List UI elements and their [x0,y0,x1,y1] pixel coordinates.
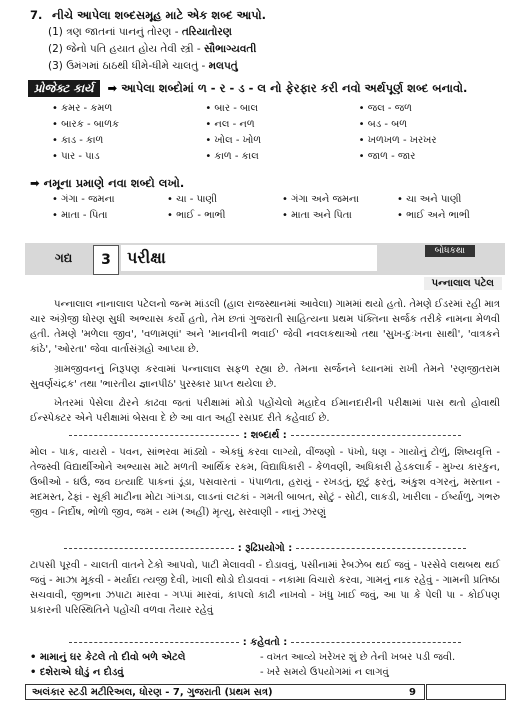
paragraph: પન્નાલાલ નાનાલાલ પટેલનો જન્મ માંડલી (હાલ રાજસ્થાનમાં આવેલા) ગામમાં થયો હતો. તેમણે ઈડરમાં રહી માત્ર ચાર અંગ્રેજી ધોરણ સુધી અભ્યાસ કર્યો હતો, તેમ છતાં ગુજરાતી સાહિત્યના પ્રથમ પંક્તિના સર્જક તરીકે નામના મેળવી હતી. તેમણે 'મળેલા જીવ', 'વળામણાં' અને 'માનવીની ભવાઈ' જેવી નવલકથાઓ તથા 'સુખ-દુઃખના સાથી', 'વાત્રકને કાંઠે', 'ઓરતા' જેવા વાર્તાસંગ્રહો આપ્યા છે. [30,299,500,355]
examples-grid [52,194,512,226]
lesson-number: 3 [93,245,119,275]
question-number: 7. [30,8,43,22]
footer-text: અલંકાર સ્ટડી મટીરિઅલ, ધોરણ - 7, ગુજરાતી (પ્રથમ સત્ર) [32,687,273,698]
grid-row: • પાર - પાડ • કાળ - કાલ • જાળ - જાર [52,151,416,162]
grid-row: • માતા - પિતા • ભાઈ - ભાભી • માતા અને પિતા • ભાઈ અને ભાભી [52,210,470,221]
paragraph: ખેતરમાં પેસેલા ઢોરને કાઢવા જતાં પરીક્ષામાં મોડો પહોંચેલો મહાદેવ ઈમાનદારીની પરીક્ષામાં પાસ થતો હોવાથી ઈન્સ્પેક્ટર એને પરીક્ષામાં બેસવા દે છે આ વાત અહીં રસપ્રદ રીતે કહેવાઈ છે. [30,398,500,424]
kahevat-heading: : કહેવતો : [30,637,500,648]
arrow-right-icon: ➡ [107,81,118,95]
lesson-header [25,243,505,275]
footer-box [426,684,506,700]
grid-row: • કમર - કમળ • બાર - બાલ • જલ - જળ [52,103,412,114]
lesson-section: ગદ્ય [55,251,73,265]
grid-row: • ગંગા - જમના • ચા - પાણી • ગંગા અને જમના • ચા અને પાણી [52,194,462,205]
list-item: (3) ઉમંગમાં ઠાઠથી ધીમે-ધીમે ચાલતું - મલપતું [48,60,238,72]
grid-row: • કાડ - કાળ • ખોલ - ખોળ • ખળખળ - ખરખર [52,135,437,146]
lesson-title: પરીક્ષા [121,245,377,271]
project-work-heading [28,80,506,98]
paragraph: ગ્રામજીવનનું નિરૂપણ કરવામાં પન્નાલાલ સફળ રહ્યા છે. તેમના સર્જનને ધ્યાનમાં રાખી તેમને 'રણજીતરામ સુવર્ણચંદ્રક' તથા 'ભારતીય જ્ઞાનપીઠ' પુરસ્કાર પ્રાપ્ત થયેલા છે. [30,364,500,390]
arrow-right-icon: ➡ [30,176,44,190]
rudhi-heading: : રૂઢિપ્રયોગો : [30,543,500,554]
examples-heading: ➡ નમૂના પ્રમાણે નવા શબ્દો લખો. [30,176,185,190]
project-instruction: આપેલા શબ્દોમાં ળ - ર - ડ - લ નો ફેરફાર કરી નવો અર્થપૂર્ણ શબ્દ બનાવો. [121,81,468,95]
page-number: 9 [409,687,416,698]
project-word-grid [52,103,512,167]
list-item: (2) જેનો પતિ હયાત હોય તેવી સ્ત્રી - સૌભાગ્યવતી [48,43,257,55]
kahevat-list [30,650,500,680]
shabdarth-text: મોલ - પાક, વાયરો - પવન, સાંભરવા માંડ્યો - એકધું કરવા લાગ્યો, વીંજણો - પંખો, ધણ - ગાયોનું ટોળું, શિષ્યવૃત્તિ - તેજસ્વી વિદ્યાર્થીઓને અભ્યાસ માટે મળતી આર્થિક રકમ, વિદ્યાધિકારી - કેળવણી, અધિકારી હેડકલાર્ક - મુખ્ય કારકુન, ઉબીઓ - ઘઉં, જવ ઇત્યાદિ પાકનાં ડૂંડા, પસવારતાં - પંપાળતા, હરાયું - રખડતું, છૂટું ફરતું, અંકુશ વગરનું, મસ્તાન - મદમસ્ત, ઢેફાં - સૂકી માટીના મોટા ગાંગડા, લાડનાં લટકાં - ગમતી બાબત, સોટું - સોટી, લાકડી, ખારીલા - ઈર્ષ્યાળુ, ગભરુ જીવ - નિર્દોષ, ભોળો જીવ, જમ - યમ (અહીં) મૃત્યુ, સરવાણી - નાનું ઝરણું [30,447,500,518]
project-tag: પ્રોજેક્ટ કાર્ય [28,80,100,97]
lesson-author: પન્નાલાલ પટેલ [424,277,502,290]
question-7-list [48,24,256,75]
question-text: નીચે આપેલા શબ્દસમૂહ માટે એક શબ્દ આપો. [52,8,266,22]
rudhi-text: ટાપસી પૂરવી - ચાલતી વાતને ટેકો આપવો, પાટી મેલાવવી - દોડાવવું, પસીનામાં રેબઝેબ થઈ જવું - પરસેવે લથબથ થઈ જવું - માઝા મૂકવી - મર્યાદા ત્યજી દેવી, ખાલી થોડો દોડાવવાં - નકામા વિચારો કરવા, ગામનું નાક રહેવું - ગામની પ્રતિષ્ઠા સચવાવી, જીભના ઝપાટા મારવા - ગપ્પાં મારવાં, કાપલો કાઢી નાખવો - ખંધુ ખાઈ જવું, આ પા કે પેલી પા - કોઈપણ પ્રકારની પરિસ્થિતિને પહોંચી વળવા તૈયાર રહેવું [30,560,500,616]
question-7 [30,8,266,23]
list-item: (1) ત્રણ જાતનાં પાનનું તોરણ - તરિયાતોરણ [48,26,232,38]
list-item: • દશેરાએ ઘોડું ન દોડવું - ખરે સમયે ઉપયોગમાં ન લાગવું [30,667,389,678]
shabdarth-heading: : શબ્દાર્થ : [30,430,500,441]
lesson-genre: બોધકથા [425,245,475,257]
page-footer [25,684,425,700]
grid-row: • બારક - બાળક • નલ - નળ • બડ - બળ [52,119,408,130]
list-item: • મામાનું ઘર કેટલે તો દીવો બળે એટલે - વખત આવ્યે ખરેખર શું છે તેની ખબર પડી જવી. [30,652,456,663]
